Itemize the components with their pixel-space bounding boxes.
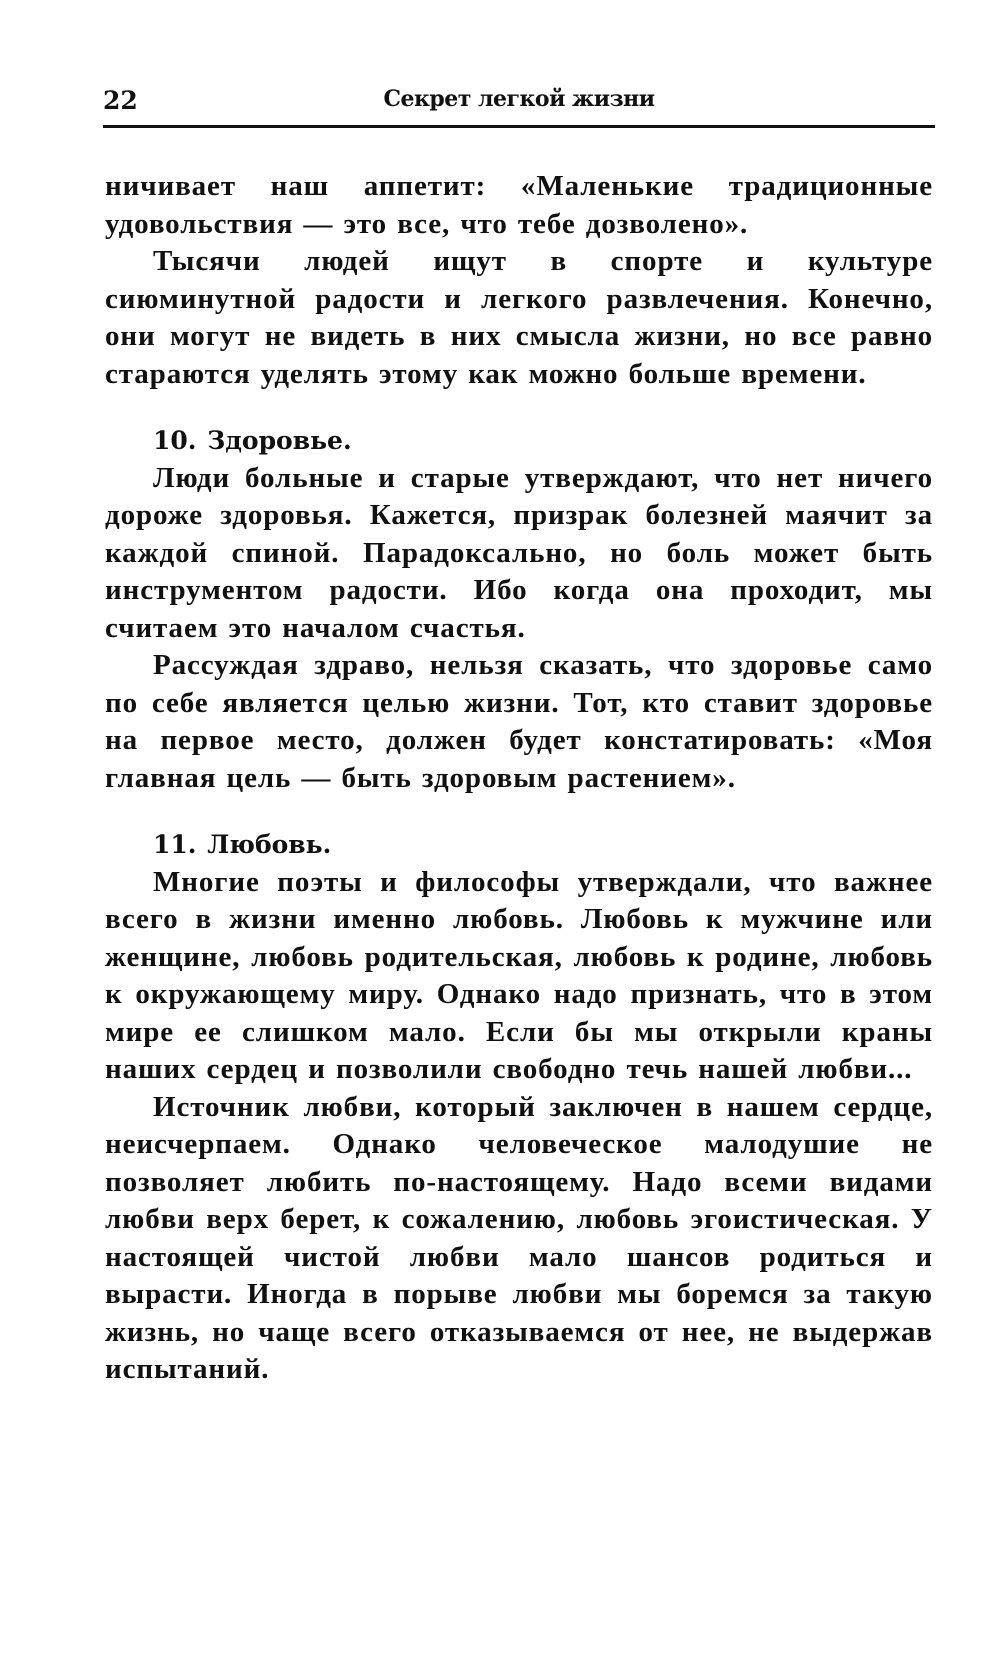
section-spacer — [105, 393, 933, 422]
paragraph: Тысячи людей ищут в спорте и культуре сиюминутной радости и легкого развлечения. Конечно, они могут не видеть в них смысла жизни, но все равно стараются уделять этому как можно больше времени. — [105, 245, 933, 390]
section-spacer — [105, 797, 933, 826]
paragraph-continued: ничивает наш аппетит: «Маленькие традиционные удовольствия — это все, что тебе дозволено». — [105, 170, 933, 240]
paragraph: Источник любви, который заключен в нашем сердце, неисчерпаем. Однако человеческое малодушие не позволяет любить по-настоящему. Надо всеми видами любви верх берет, к сожалению, любовь эгоистическая. У настоящей чистой любви мало шансов родиться и вырасти. Иногда в порыве любви мы боремся за такую жизнь, но чаще всего отказываемся от нее, не выдержав испытаний. — [105, 1090, 933, 1385]
paragraph: Многие поэты и философы утверждали, что важнее всего в жизни именно любовь. Любовь к мужчине или женщине, любовь родительская, любовь к родине, любовь к окружающему миру. Однако надо признать, что в этом мире ее слишком мало. Если бы мы открыли краны наших сердец и позволили свободно течь нашей любви... — [105, 865, 933, 1085]
page-number: 22 — [103, 86, 138, 115]
paragraph: Рассуждая здраво, нельзя сказать, что здоровье само по себе является целью жизни. Тот, кто ставит здоровье на первое место, должен будет констатировать: «Моя главная цель — быть здоровым растением». — [105, 649, 933, 794]
header-divider — [103, 125, 935, 128]
paragraph: Люди больные и старые утверждают, что нет ничего дороже здоровья. Кажется, призрак болезней маячит за каждой спиной. Парадоксально, но боль может быть инструментом радости. Ибо когда она проходит, мы считаем это началом счастья. — [105, 461, 933, 644]
running-title: Секрет легкой жизни — [383, 86, 655, 112]
page-header — [103, 86, 935, 122]
section-heading-love: 11. Любовь. — [153, 830, 332, 859]
body-text — [105, 168, 933, 1389]
section-heading-health: 10. Здоровье. — [153, 426, 352, 455]
